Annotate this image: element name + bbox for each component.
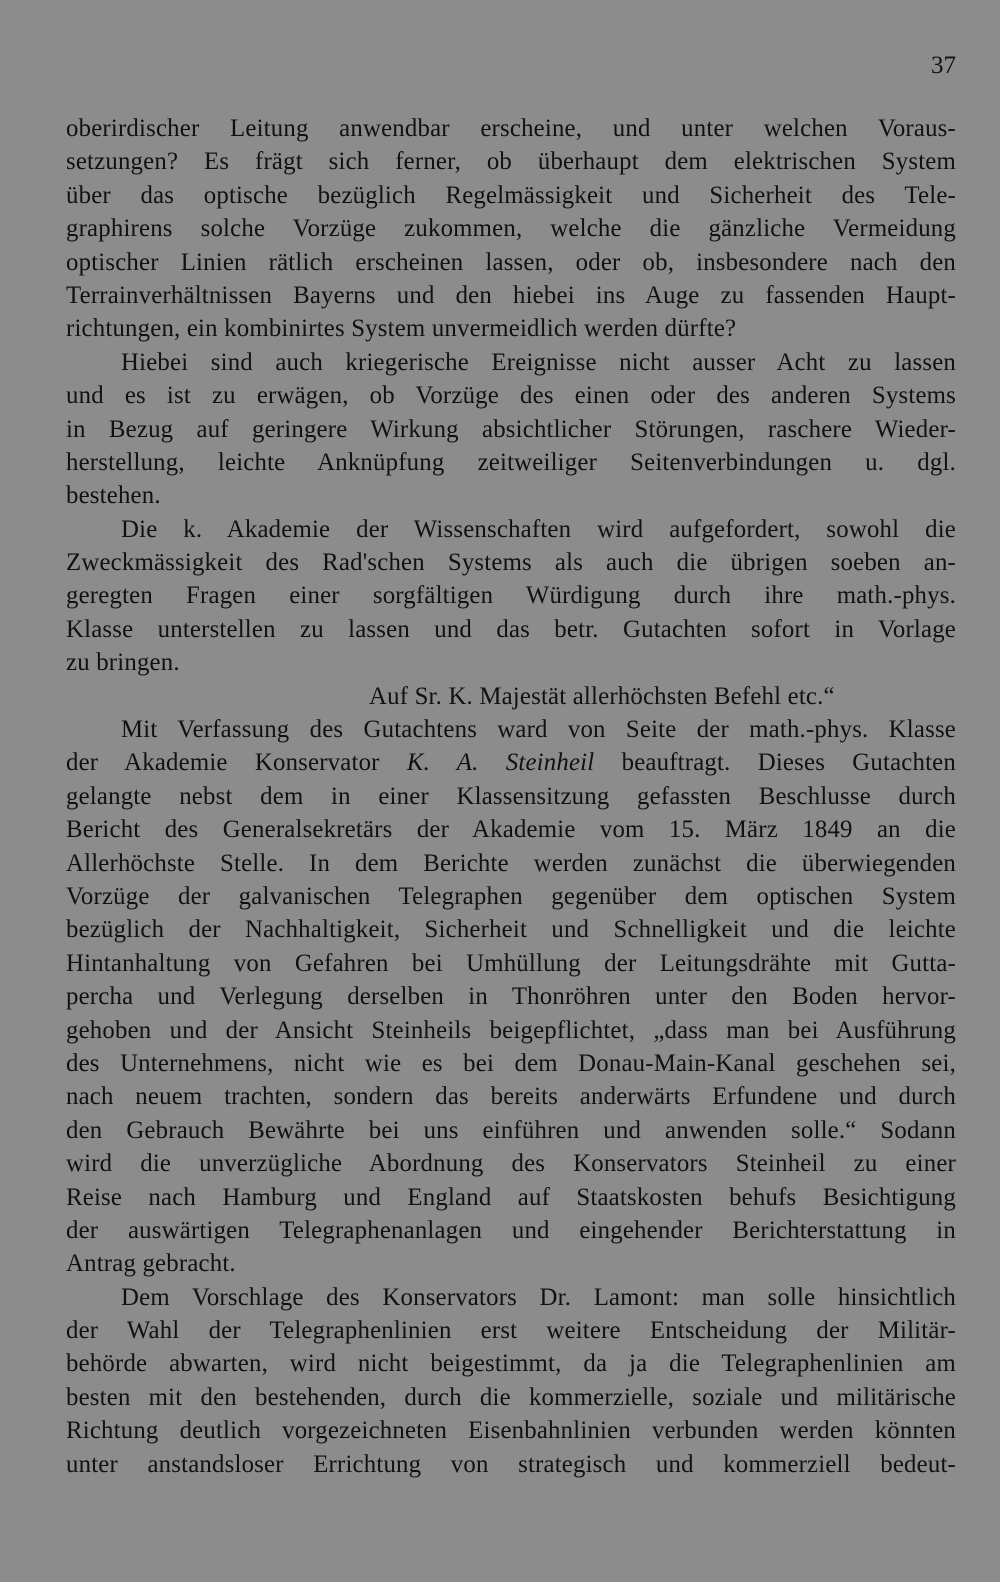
text-line: Hiebei sind auch kriegerische Ereignisse nicht ausser Acht zu lassen bbox=[121, 348, 956, 376]
text-line: der Wahl der Telegraphenlinien erst weitere Entscheidung der Militär- bbox=[66, 1317, 956, 1345]
paragraph-4 bbox=[66, 680, 956, 713]
text-line: zu bringen. bbox=[66, 649, 180, 677]
paragraph-5 bbox=[66, 713, 956, 1281]
text-line: nach neuem trachten, sondern das bereits anderwärts Erfundene und durch bbox=[66, 1083, 956, 1111]
text-line: Vorzüge der galvanischen Telegraphen gegenüber dem optischen System bbox=[66, 882, 956, 910]
text-line: herstellung, leichte Anknüpfung zeitweiliger Seitenverbindungen u. dgl. bbox=[66, 448, 956, 476]
text-fragment: der Akademie Konservator bbox=[66, 749, 407, 777]
text-line: Hintanhaltung von Gefahren bei Umhüllung der Leitungsdrähte mit Gutta- bbox=[66, 949, 956, 977]
text-line: setzungen? Es frägt sich ferner, ob überhaupt dem elektrischen System bbox=[66, 148, 956, 176]
text-line: richtungen, ein kombinirtes System unvermeidlich werden dürfte? bbox=[66, 315, 737, 343]
body-text bbox=[66, 112, 956, 1481]
paragraph-2 bbox=[66, 346, 956, 513]
text-line: Zweckmässigkeit des Rad'schen Systems als auch die übrigen soeben an- bbox=[66, 549, 956, 577]
paragraph-1 bbox=[66, 112, 956, 346]
text-line: Die k. Akademie der Wissenschaften wird aufgefordert, sowohl die bbox=[121, 515, 956, 543]
text-line: den Gebrauch Bewährte bei uns einführen und anwenden solle.“ Sodann bbox=[66, 1116, 956, 1144]
text-line: graphirens solche Vorzüge zukommen, welche die gänzliche Vermeidung bbox=[66, 215, 956, 243]
text-line: besten mit den bestehenden, durch die kommerzielle, soziale und militärische bbox=[66, 1383, 956, 1411]
paragraph-3 bbox=[66, 513, 956, 680]
text-line bbox=[66, 746, 956, 779]
text-line: geregten Fragen einer sorgfältigen Würdigung durch ihre math.-phys. bbox=[66, 582, 956, 610]
text-line: in Bezug auf geringere Wirkung absichtlicher Störungen, raschere Wieder- bbox=[66, 415, 956, 443]
person-name: K. A. Steinheil bbox=[406, 749, 595, 777]
text-line: Antrag gebracht. bbox=[66, 1250, 236, 1278]
text-line: Mit Verfassung des Gutachtens ward von Seite der math.-phys. Klasse bbox=[121, 716, 956, 744]
page-number: 37 bbox=[931, 52, 956, 79]
text-line: über das optische bezüglich Regelmässigkeit und Sicherheit des Tele- bbox=[66, 181, 956, 209]
text-line: bestehen. bbox=[66, 482, 161, 510]
closing-line: Auf Sr. K. Majestät allerhöchsten Befehl etc.“ bbox=[369, 682, 835, 710]
text-line: behörde abwarten, wird nicht beigestimmt, da ja die Telegraphenlinien am bbox=[66, 1350, 956, 1378]
text-fragment: beauftragt. Dieses Gutachten bbox=[594, 749, 956, 777]
text-line: wird die unverzügliche Abordnung des Konservators Steinheil zu einer bbox=[66, 1150, 956, 1178]
text-line: gehoben und der Ansicht Steinheils beigepflichtet, „dass man bei Ausführung bbox=[66, 1016, 956, 1044]
text-line: und es ist zu erwägen, ob Vorzüge des einen oder des anderen Systems bbox=[66, 382, 956, 410]
text-line: unter anstandsloser Errichtung von strategisch und kommerziell bedeut- bbox=[66, 1450, 956, 1478]
text-line: percha und Verlegung derselben in Thonröhren unter den Boden hervor- bbox=[66, 983, 956, 1011]
text-line: Terrainverhältnissen Bayerns und den hiebei ins Auge zu fassenden Haupt- bbox=[66, 281, 956, 309]
text-line: optischer Linien rätlich erscheinen lassen, oder ob, insbesondere nach den bbox=[66, 248, 956, 276]
text-line: Dem Vorschlage des Konservators Dr. Lamont: man solle hinsichtlich bbox=[121, 1283, 956, 1311]
text-line: Reise nach Hamburg und England auf Staatskosten behufs Besichtigung bbox=[66, 1183, 956, 1211]
text-line: des Unternehmens, nicht wie es bei dem Donau-Main-Kanal geschehen sei, bbox=[66, 1049, 956, 1077]
paragraph-6 bbox=[66, 1281, 956, 1481]
text-line: oberirdischer Leitung anwendbar erscheine, und unter welchen Voraus- bbox=[66, 115, 956, 142]
text-line: bezüglich der Nachhaltigkeit, Sicherheit und Schnelligkeit und die leichte bbox=[66, 916, 956, 944]
text-line: der auswärtigen Telegraphenanlagen und eingehender Berichterstattung in bbox=[66, 1216, 956, 1244]
text-line: Allerhöchste Stelle. In dem Berichte werden zunächst die überwiegenden bbox=[66, 849, 956, 877]
text-line: gelangte nebst dem in einer Klassensitzung gefassten Beschlusse durch bbox=[66, 782, 956, 810]
text-line: Klasse unterstellen zu lassen und das betr. Gutachten sofort in Vorlage bbox=[66, 615, 956, 643]
text-line: Bericht des Generalsekretärs der Akademie vom 15. März 1849 an die bbox=[66, 816, 956, 844]
text-line: Richtung deutlich vorgezeichneten Eisenbahnlinien verbunden werden könnten bbox=[66, 1417, 956, 1445]
